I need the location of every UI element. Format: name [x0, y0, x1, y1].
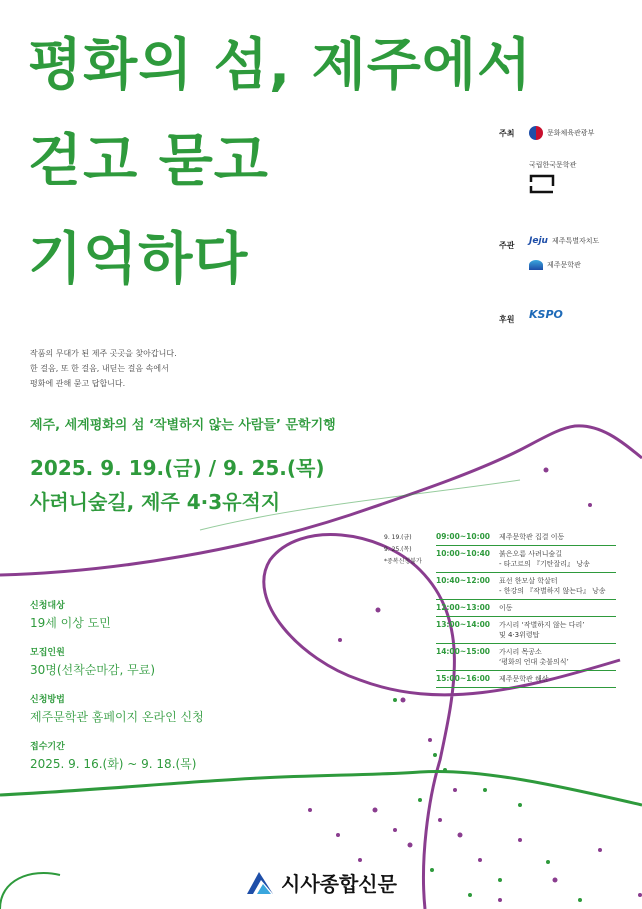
schedule-row: 09:00~10:00 제주문학관 집결 이동	[436, 529, 616, 546]
wave-logo-icon	[529, 260, 543, 270]
info-method: 신청방법 제주문학관 홈페이지 온라인 신청	[30, 695, 204, 724]
intro-text	[30, 346, 177, 391]
newspaper-logo-icon	[245, 870, 275, 896]
title-line-1: 평화의 섬, 제주에서	[28, 33, 533, 98]
jeju-logo-icon: Jeju	[529, 236, 548, 246]
kspo-logo: KSPO	[529, 308, 563, 321]
nlmk-logo-icon	[529, 174, 555, 194]
schedule-dates: 9. 19.(금) 9. 25.(목) *중복신청불가	[384, 534, 422, 565]
sponsor-kspo	[529, 308, 566, 321]
info-period: 접수기간 2025. 9. 16.(화) ~ 9. 18.(목)	[30, 742, 197, 771]
event-place: 사려니숲길, 제주 4·3유적지	[30, 490, 281, 514]
schedule-row: 10:40~12:00 표선 한모살 학살터 - 한강의 『작별하지 않는다』 낭송	[436, 573, 616, 600]
footer	[0, 868, 642, 897]
title-line-2: 걷고 묻고	[28, 129, 269, 194]
schedule-row: 10:00~10:40 붉은오름 사려니숲길 - 타고르의 『기탄잘리』 낭송	[436, 546, 616, 573]
info-capacity: 모집인원 30명(선착순마감, 무료)	[30, 648, 155, 677]
newspaper-name: 시사종합신문	[281, 872, 397, 896]
host-mcst: 문화체육관광부	[529, 126, 594, 140]
schedule-row: 15:00~16:00 제주문학관 해산	[436, 671, 616, 688]
intro-line: 평화에 관해 묻고 답합니다.	[30, 379, 126, 388]
host-nlmk: 국립한국문학관	[529, 160, 576, 194]
organizer-jeju: Jeju 제주특별자치도	[529, 236, 600, 246]
schedule-row: 12:00~13:00 이동	[436, 600, 616, 617]
subtitle: 제주, 세계평화의 섬 ‘작별하지 않는 사람들’ 문학기행	[30, 418, 336, 433]
schedule-table	[436, 529, 616, 688]
intro-line: 작품의 무대가 된 제주 곳곳을 찾아갑니다.	[30, 349, 177, 358]
taegeuk-emblem-icon	[529, 126, 543, 140]
info-target: 신청대상 19세 이상 도민	[30, 601, 111, 630]
schedule-row: 13:00~14:00 가시리 ‘작별하지 않는 다리’ 및 4·3위령탑	[436, 617, 616, 644]
title-line-3: 기억하다	[28, 227, 249, 292]
application-info	[30, 600, 204, 788]
organizer-jeju-literature: 제주문학관	[529, 260, 581, 270]
host-label: 주최	[499, 129, 515, 138]
intro-line: 한 걸음, 또 한 걸음, 내딛는 걸음 속에서	[30, 364, 169, 373]
sponsor-label: 후원	[499, 315, 515, 324]
event-dates: 2025. 9. 19.(금) / 9. 25.(목)	[30, 456, 325, 480]
schedule-row: 14:00~15:00 가시리 목공소 ‘평화의 언대 촛불의식’	[436, 644, 616, 671]
organizer-label: 주관	[499, 241, 515, 250]
